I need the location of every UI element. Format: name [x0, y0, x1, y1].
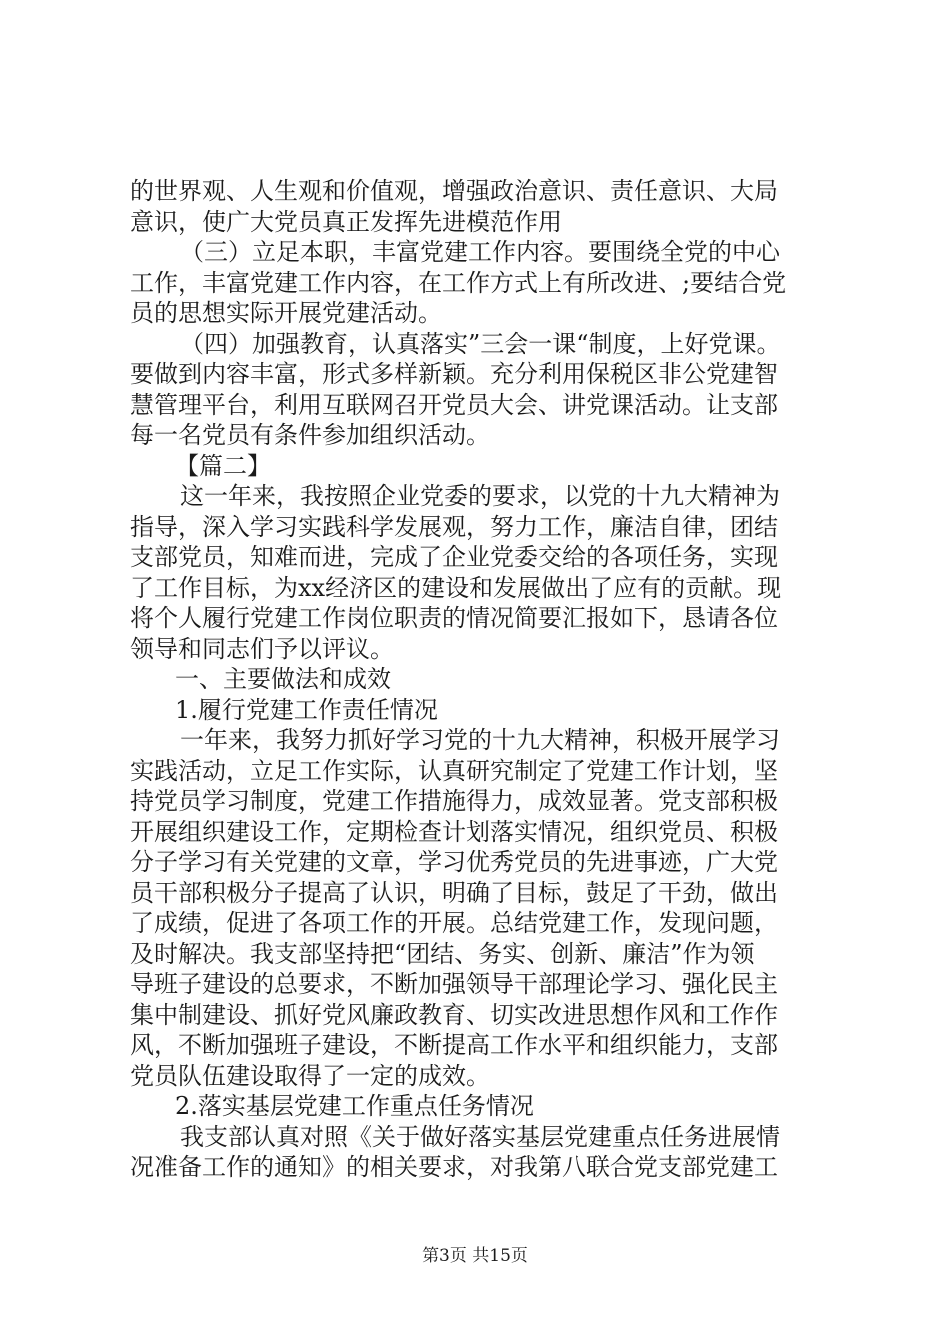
- text-line: 了工作目标，为xx经济区的建设和发展做出了应有的贡献。现: [130, 573, 782, 602]
- text-line: 意识，使广大党员真正发挥先进模范作用: [130, 207, 562, 236]
- text-line: 慧管理平台，利用互联网召开党员大会、讲党课活动。让支部: [130, 390, 778, 419]
- text-line: 持党员学习制度，党建工作措施得力，成效显著。党支部积极: [130, 787, 778, 815]
- text-line: 员的思想实际开展党建活动。: [130, 299, 442, 327]
- subsection-heading: 1.履行党建工作责任情况: [175, 695, 438, 724]
- text-line: 一年来，我努力抓好学习党的十九大精神，积极开展学习: [180, 726, 780, 754]
- text-line: 分子学习有关党建的文章，学习优秀党员的先进事迹，广大党: [130, 848, 778, 876]
- text-line: 这一年来，我按照企业党委的要求，以党的十九大精神为: [180, 482, 780, 510]
- text-line: 开展组织建设工作，定期检查计划落实情况，组织党员、积极: [130, 817, 778, 846]
- section-heading: 一、主要做法和成效: [175, 665, 391, 693]
- text-line: 每一名党员有条件参加组织活动。: [130, 421, 490, 449]
- text-line: 指导，深入学习实践科学发展观，努力工作，廉洁自律，团结: [130, 512, 778, 541]
- text-line: 将个人履行党建工作岗位职责的情况简要汇报如下，恳请各位: [130, 604, 778, 632]
- text-line: 导班子建设的总要求，不断加强领导干部理论学习、强化民主: [130, 970, 778, 998]
- text-line: （三）立足本职，丰富党建工作内容。要围绕全党的中心: [180, 238, 780, 266]
- text-line: （四）加强教育，认真落实”三会一课“制度，上好党课。: [180, 329, 781, 358]
- text-line: 风，不断加强班子建设，不断提高工作水平和组织能力，支部: [130, 1031, 778, 1059]
- text-line: 党员队伍建设取得了一定的成效。: [130, 1061, 490, 1090]
- text-line: 及时解决。我支部坚持把“团结、务实、创新、廉洁”作为领: [130, 939, 755, 968]
- subsection-heading: 2.落实基层党建工作重点任务情况: [175, 1092, 534, 1120]
- text-line: 实践活动，立足工作实际，认真研究制定了党建工作计划，坚: [130, 756, 778, 785]
- text-line: 况准备工作的通知》的相关要求，对我第八联合党支部党建工: [130, 1153, 778, 1181]
- text-line: 了成绩，促进了各项工作的开展。总结党建工作，发现问题，: [130, 909, 778, 937]
- text-line: 支部党员，知难而进，完成了企业党委交给的各项任务，实现: [130, 543, 778, 571]
- text-line: 员干部积极分子提高了认识，明确了目标，鼓足了干劲，做出: [130, 878, 778, 907]
- text-line: 的世界观、人生观和价值观，增强政治意识、责任意识、大局: [130, 177, 778, 205]
- text-line: 我支部认真对照《关于做好落实基层党建重点任务进展情: [180, 1122, 780, 1151]
- document-body: [130, 176, 830, 1183]
- text-line: 工作，丰富党建工作内容，在工作方式上有所改进、;要结合党: [130, 268, 787, 297]
- text-line: 要做到内容丰富，形式多样新颖。充分利用保税区非公党建智: [130, 360, 778, 388]
- text-line: 集中制建设、抓好党风廉政教育、切实改进思想作风和工作作: [130, 1000, 778, 1029]
- section-heading: 【篇二】: [175, 451, 271, 480]
- text-line: 领导和同志们予以评议。: [130, 634, 394, 663]
- page-number: 第3页 共15页: [422, 1246, 528, 1266]
